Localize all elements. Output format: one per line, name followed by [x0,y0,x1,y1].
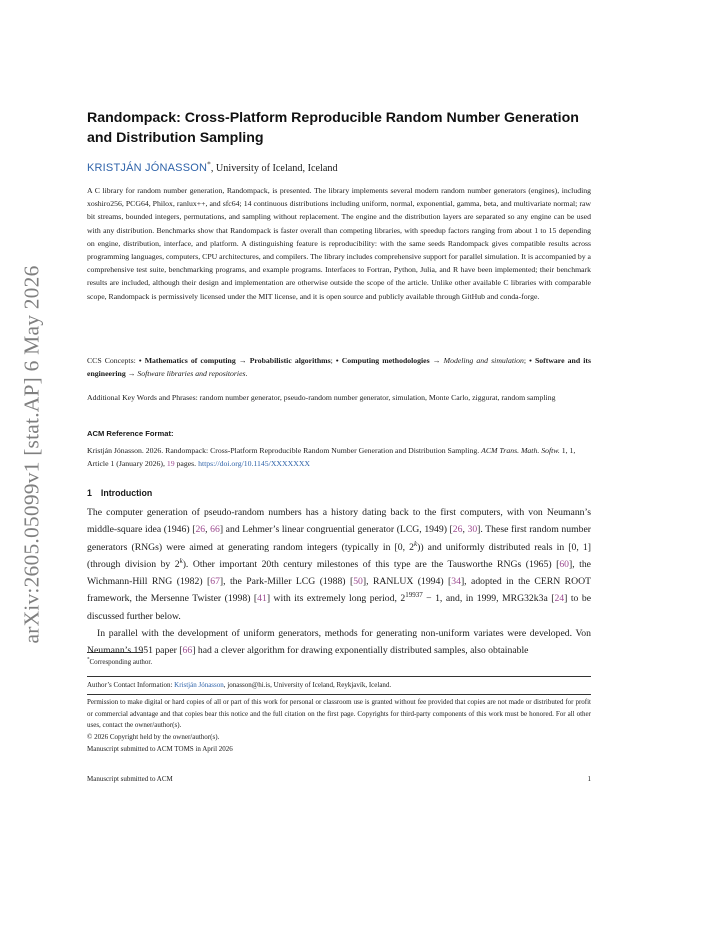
citation-link[interactable]: 66 [210,524,220,536]
text-run: ], the Wichmann-Hill RNG (1982) [ [87,558,591,587]
ccs-arrow: → [235,356,250,365]
acm-ref-journal: ACM Trans. Math. Softw. [481,446,560,455]
text-run: ], adopted in the CERN ROOT framework, the Mersenne Twister (1998) [ [87,576,591,605]
ccs-sep: ; [523,356,530,365]
submission-line: Manuscript submitted to ACM TOMS in April 2026 [87,744,233,753]
footnote-marker: * [87,657,90,663]
author-affiliation: , University of Iceland, Iceland [210,163,338,174]
acm-ref-text: 1, 1, Article 1 (January 2026), [87,446,576,469]
citation-link[interactable]: 60 [559,558,569,570]
ccs-bullet: • [138,356,142,365]
ccs-concept-2: Computing methodologies [341,356,430,365]
footnote-rule [87,652,143,653]
text-run: , [462,524,468,536]
ccs-concept-1-sub: Probabilistic algorithms [249,356,331,365]
intro-paragraph-2 [87,625,591,660]
acm-ref-pages-link[interactable]: 19 [166,459,175,469]
ccs-label: CCS Concepts: [87,356,139,365]
superscript: k [414,539,418,548]
author-line [87,161,591,176]
author-name[interactable]: KRISTJÁN JÓNASSON [87,162,208,174]
ccs-arrow: → [429,356,444,365]
section-number: 1 [87,488,92,498]
acm-reference-heading: ACM Reference Format: [87,429,174,438]
text-run: ], the Park-Miller LCG (1988) [ [219,576,354,587]
text-run: The computer generation of pseudo-random numbers has a history dating back to the first computers, with von Neumann’s middle-square idea (1946) [ [87,507,591,536]
text-run: ] had a clever algorithm for drawing exponentially distributed samples, also obtainable [192,645,529,656]
citation-link[interactable]: 34 [451,576,461,587]
introduction-body [87,504,591,659]
superscript: k [179,556,183,565]
text-run: ] and Lehmer’s linear congruential generator (LCG, 1949) [ [219,524,453,536]
footer-left-text: Manuscript submitted to ACM [87,775,173,783]
text-run: ] with its extremely long period, 2 [266,593,406,605]
paper-title: Randompack: Cross-Platform Reproducible Random Number Generation and Distribution Sampling [87,110,579,146]
ccs-concept-1: Mathematics of computing [144,356,236,365]
arxiv-stamp-text: arXiv:2605.05099v1 [stat.AP] 6 May 2026 [19,264,44,644]
ccs-bullet: • [335,356,339,365]
citation-link[interactable]: 24 [554,593,565,605]
citation-link[interactable]: 66 [182,645,193,656]
contact-label: Author’s Contact Information: [87,681,175,689]
page-number: 1 [587,775,591,783]
ccs-end: . [245,369,248,379]
permission-rule [87,694,591,695]
copyright-line: © 2026 Copyright held by the owner/author(s). [87,733,220,742]
text-run: ). Other important 20th century milestones of this type are the Tausworthe RNGs (1965) [ [182,558,560,570]
citation-link[interactable]: 67 [210,576,220,587]
section-title: Introduction [100,488,153,498]
abstract: A C library for random number generation, Randompack, is presented. The library implements several modern random number generators (engines), including xoshiro256, PCG64, Philox, ranlux++, and sfc64; 14 continuous distributions including uniform, normal, exponential, gamma, beta, and multivariate normal; raw bit streams, bounded integers, permutations, and sampling without replacement. The engine and the distribution layers are separated so any engine can be used with any distribution. Benchmarks show that Randompack is faster overall than competing libraries, with speedup factors ranging from about 1 to 15 depending on engine, distribution, interface, and platform. A distinguishing feature is reproducibility: with the same seeds Randompack gives compatible results across programming languages, computers, CPU architectures, and compilers. The library includes comprehensive support for parallel simulation. It is accompanied by a comprehensive test suite, benchmarking programs, and example programs. Interfaces to Fortran, Python, Julia, and R have been implemented; their benchmark results are included, although their design and implementation are otherwise outside the scope of the article. Unlike other available C libraries with comparable scope, Randompack is permissively licensed under the MIT license, and it is open source and publicly available through GitHub and conda-forge. [87,186,591,301]
ccs-arrow: → [125,369,138,379]
permission-text: Permission to make digital or hard copies of all or part of this work for personal or classroom use is granted without fee provided that copies are not made or distributed for profit or commercial advantage and that copies bear this notice and the full citation on the first page. Copyrights for third-party components of this work must be honored. For all other uses, contact the owner/author(s). [87,698,591,730]
ccs-bullet: • [529,356,532,365]
acm-ref-text: pages. [174,459,199,469]
text-run: )) and uniformly distributed reals in [0, 1] (through division by 2 [87,541,591,570]
permission-block [87,697,591,756]
ccs-concept-2-sub: Modeling and simulation [443,356,524,365]
contact-rule [87,676,591,677]
ccs-sep: ; [330,356,336,365]
text-run: ]. These first random number generators (RNGs) were aimed at generating random integers (typically in [0, 2 [87,524,591,553]
ccs-concepts [87,354,591,380]
citation-link[interactable]: 41 [257,593,267,605]
citation-link[interactable]: 26 [452,524,463,536]
intro-paragraph-1 [87,504,591,625]
citation-link[interactable]: 30 [467,524,478,536]
footnote [87,656,591,668]
ccs-concept-3-sub: Software libraries and repositories [137,369,246,379]
arxiv-identifier-stamp [17,258,47,650]
doi-link[interactable]: https://doi.org/10.1145/XXXXXXX [198,459,311,469]
text-run: ], RANLUX (1994) [ [362,576,452,587]
acm-reference-body [87,444,591,470]
contact-info [87,679,591,691]
superscript: 19937 [405,591,423,600]
text-run: − 1, and, in 1999, MRG32k3a [ [422,593,555,605]
corresponding-marker: * [207,159,211,169]
additional-keywords: Additional Key Words and Phrases: random number generator, pseudo-random number generator, simulation, Monte Carlo, ziggurat, random sampling [87,393,556,402]
ccs-concept-3: Software and its engineering [87,356,592,379]
contact-details: , jonasson@hi.is, University of Iceland, Reykjavík, Iceland. [223,681,392,689]
contact-author-link[interactable]: Kristján Jónasson [174,681,224,689]
citation-link[interactable]: 50 [353,576,363,587]
section-heading [87,486,591,500]
page-footer [87,773,591,785]
citation-link[interactable]: 26 [195,524,206,536]
text-run: ] to be discussed further below. [87,593,591,622]
footnote-text: Corresponding author. [89,658,153,666]
text-run: , [205,524,211,536]
text-run: In parallel with the development of uniform generators, methods for generating non-uniform variates were developed. Von Neumann’s 1951 paper [ [87,627,591,656]
acm-ref-text: Kristján Jónasson. 2026. Randompack: Cross-Platform Reproducible Random Number Generation and Distribution Sampling. [87,446,482,455]
